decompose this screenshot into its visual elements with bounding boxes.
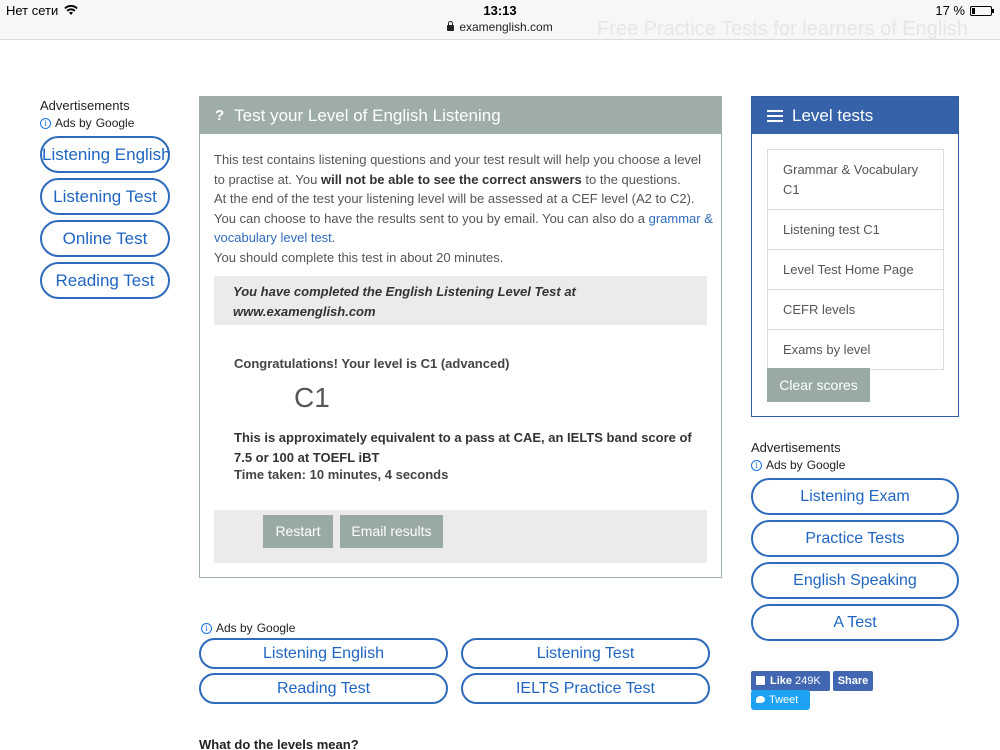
ad-link-practice-tests[interactable]: Practice Tests [751, 520, 959, 557]
like-count: 249K [795, 675, 821, 687]
lock-icon [447, 25, 454, 31]
clear-scores-button[interactable]: Clear scores [767, 368, 870, 402]
tweet-label: Tweet [769, 694, 799, 706]
like-label: Like [770, 675, 793, 687]
twitter-bird-icon [756, 696, 765, 703]
ad-link-ielts-practice-test[interactable]: IELTS Practice Test [461, 673, 710, 704]
time-taken: Time taken: 10 minutes, 4 seconds [234, 467, 449, 482]
ads-by-google[interactable] [40, 116, 172, 130]
ads-left [40, 98, 172, 299]
level-tests-list [767, 149, 944, 370]
ad-link-listening-english[interactable]: Listening English [40, 136, 170, 173]
intro-text: You should complete this test in about 20 minutes. [214, 249, 504, 265]
battery-status [935, 3, 992, 18]
thumbs-up-icon [756, 676, 765, 685]
url-text: examenglish.com [459, 20, 553, 34]
ad-link-listening-test[interactable]: Listening Test [461, 638, 710, 669]
info-icon[interactable]: i [40, 118, 51, 129]
level-result: C1 [294, 382, 330, 413]
clock: 13:13 [483, 3, 517, 18]
completed-message: You have completed the English Listening Level Test at www.examenglish.com [214, 276, 707, 325]
ad-link-online-test[interactable]: Online Test [40, 220, 170, 257]
status-bar [0, 0, 1000, 40]
email-results-button[interactable]: Email results [340, 515, 443, 548]
question-icon: ? [215, 107, 225, 124]
ads-by-text: Ads by [55, 116, 92, 130]
list-icon [767, 110, 783, 122]
ad-link-a-test[interactable]: A Test [751, 604, 959, 641]
intro-text: At the end of the test your listening level will be assessed at a CEF level (A2 to C2). [214, 191, 695, 207]
tweet-button[interactable] [751, 690, 810, 710]
levels-heading: What do the levels mean? [199, 737, 359, 750]
panel-header [200, 97, 721, 134]
info-icon[interactable]: i [201, 623, 212, 634]
level-link-listening-test-c1[interactable]: Listening test C1 [768, 210, 943, 250]
ads-by-text: Ads by [216, 621, 253, 635]
google-text: Google [256, 621, 296, 635]
restart-button[interactable]: Restart [263, 515, 333, 548]
carrier-label: Нет сети [6, 3, 59, 18]
ad-link-english-speaking[interactable]: English Speaking [751, 562, 959, 599]
equivalence-text: This is approximately equivalent to a pass at CAE, an IELTS band score of 7.5 or 100 at TOEFL iBT [234, 430, 692, 465]
google-text: Google [806, 458, 846, 472]
button-bar [214, 510, 707, 563]
battery-icon [970, 6, 992, 16]
congrats-text: Congratulations! Your level is C1 (advanced) [234, 356, 510, 371]
level-link-cefr-levels[interactable]: CEFR levels [768, 290, 943, 330]
test-description [214, 150, 714, 268]
test-result-panel [199, 96, 722, 578]
level-link-exams-by-level[interactable]: Exams by level [768, 330, 943, 370]
ads-label: Advertisements [40, 98, 130, 113]
ads-by-text: Ads by [766, 458, 803, 472]
level-link-grammar-vocabulary-c1[interactable]: Grammar & Vocabulary C1 [768, 150, 943, 210]
battery-fill [972, 8, 975, 14]
ads-label: Advertisements [751, 440, 841, 455]
ads-by-google[interactable] [751, 458, 959, 472]
ads-by-google-bottom[interactable] [201, 621, 295, 635]
faded-site-title: Free Practice Tests for learners of English [597, 18, 968, 40]
level-link-home-page[interactable]: Level Test Home Page [768, 250, 943, 290]
page-title: Test your Level of English Listening [234, 105, 501, 125]
intro-text: This test contains listening questions and your test result will help you choose a level to practise at. You [214, 152, 702, 187]
ad-link-reading-test[interactable]: Reading Test [199, 673, 448, 704]
intro-text: to the questions. [581, 171, 681, 187]
level-tests-title: Level tests [792, 105, 874, 125]
battery-percent: 17 % [935, 3, 965, 18]
facebook-like-button[interactable] [751, 671, 830, 691]
intro-text: . [331, 230, 336, 246]
grammar-vocabulary-link[interactable]: grammar & vocabulary level test [214, 210, 713, 246]
intro-text: You can choose to have the results sent to you by email. You can also do a [214, 210, 649, 226]
google-text: Google [95, 116, 135, 130]
info-icon[interactable]: i [751, 460, 762, 471]
ad-link-reading-test[interactable]: Reading Test [40, 262, 170, 299]
ad-link-listening-test[interactable]: Listening Test [40, 178, 170, 215]
facebook-share-button[interactable]: Share [833, 671, 873, 691]
ad-link-listening-exam[interactable]: Listening Exam [751, 478, 959, 515]
level-tests-box [751, 96, 959, 417]
intro-bold: will not be able to see the correct answers [320, 171, 582, 187]
ad-link-listening-english[interactable]: Listening English [199, 638, 448, 669]
level-tests-header [752, 97, 958, 134]
ads-right [751, 440, 959, 641]
